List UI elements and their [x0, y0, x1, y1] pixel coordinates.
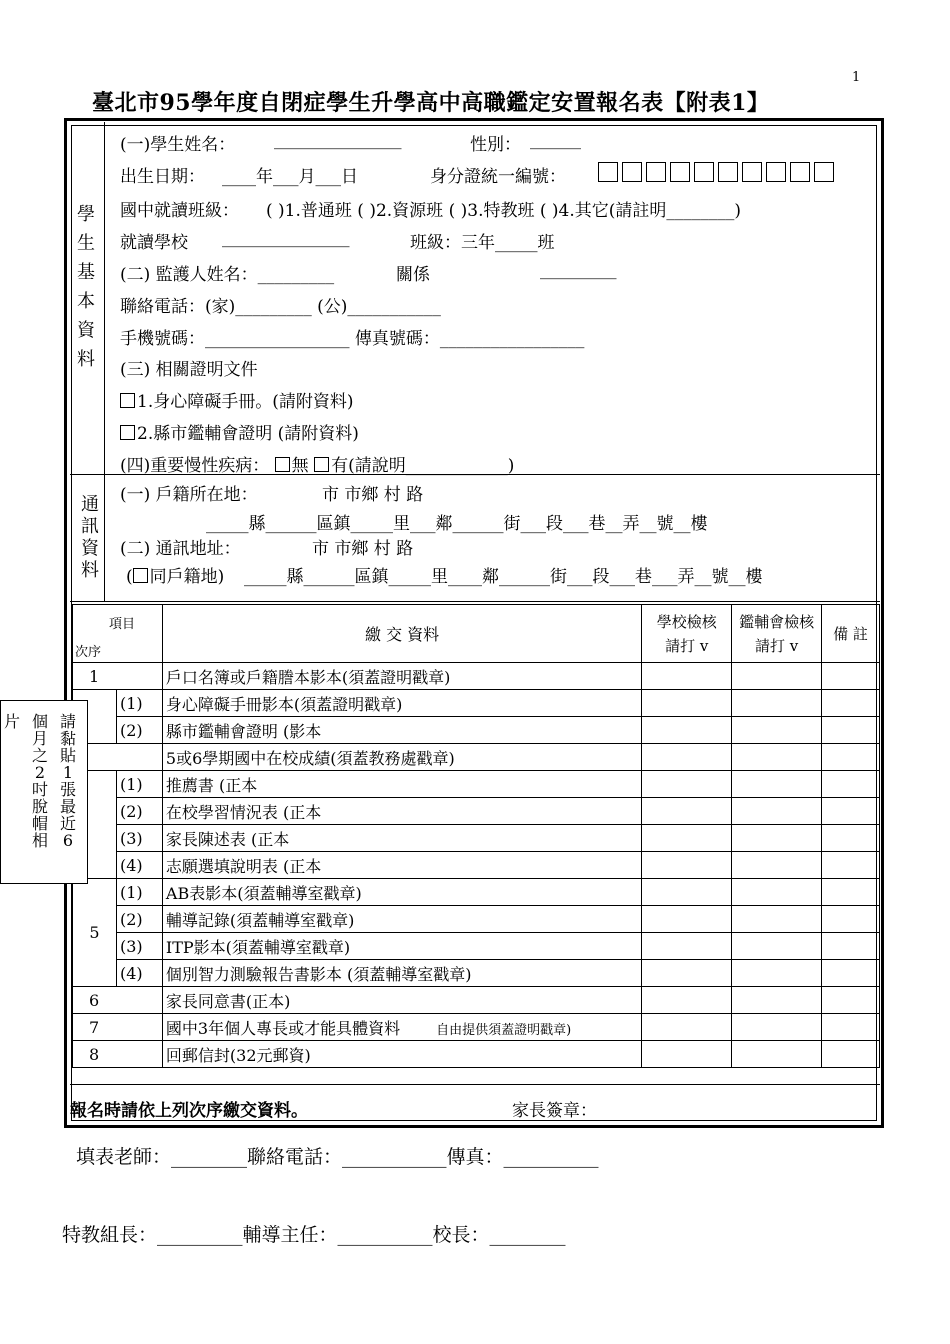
table-row: 1 戶口名簿或戶籍謄本影本(須蓋證明戳章): [73, 663, 880, 690]
table-row: 5或6學期國中在校成績(須蓋教務處戳章): [73, 744, 880, 771]
doc2-checkbox[interactable]: 2.縣市鑑輔會證明 (請附資料): [120, 419, 359, 444]
birth-label: 出生日期：: [120, 167, 205, 187]
table-row: (4) 個別智力測驗報告書影本 (須蓋輔導室戳章): [73, 960, 880, 987]
teacher-signature-line[interactable]: 填表老師：________聯絡電話：___________傳真：__________: [76, 1146, 599, 1168]
school-field[interactable]: _______________: [222, 228, 350, 248]
label-column-divider: [104, 122, 105, 602]
footer-divider: [70, 1084, 880, 1085]
section-divider-contact: [70, 601, 880, 602]
class-type-label: 國中就讀班級：: [120, 201, 239, 221]
table-row: 7 國中3年個人專長或才能具體資料 自由提供須蓋證明戳章): [73, 1014, 880, 1041]
relation-label: 關係: [396, 265, 430, 285]
table-row: (1) 身心障礙手冊影本(須蓋證明戳章): [73, 690, 880, 717]
id-boxes[interactable]: [598, 162, 838, 184]
parent-signature-label[interactable]: 家長簽章：: [512, 1101, 597, 1121]
class-type-options[interactable]: ( )1.普通班 ( )2.資源班 ( )3.特教班 ( )4.其它(請註明________): [266, 201, 742, 221]
student-name-label: (一)學生姓名：: [120, 135, 236, 155]
header-data: 繳 交 資料: [162, 605, 641, 663]
student-section-label: 學 生 基 本 資 料: [77, 204, 95, 370]
header-note: 備 註: [822, 605, 880, 663]
mail-line2[interactable]: _____縣______區鎮_____里____鄰______街___段___巷___弄__號__樓: [244, 567, 763, 587]
table-row: (2) 輔導記錄(須蓋輔導室戳章): [73, 906, 880, 933]
grade-field[interactable]: 班級：三年_____班: [410, 233, 555, 253]
header-item-order: 項目 次序: [73, 605, 163, 663]
table-row: (3) 家長陳述表 (正本: [73, 825, 880, 852]
household-line1[interactable]: 市 市鄉 村 路: [322, 485, 424, 505]
table-row: (4) 志願選填說明表 (正本: [73, 852, 880, 879]
mail-same-checkbox[interactable]: ( 同戶籍地): [126, 567, 225, 587]
chronic-row: (四)重要慢性疾病： 無 有(請說明____________): [120, 456, 515, 476]
table-row: (2) 縣市鑑輔會證明 (影本: [73, 717, 880, 744]
chronic-yes-checkbox[interactable]: 有(請說明____________): [314, 456, 514, 476]
docs-title: (三) 相關證明文件: [120, 360, 258, 380]
header-school-check: 學校檢核 請打 v: [642, 605, 732, 663]
header-committee-check: 鑑輔會檢核 請打 v: [732, 605, 822, 663]
table-row: 5 (1) AB表影本(須蓋輔導室戳章): [73, 879, 880, 906]
household-label: (一) 戶籍所在地：: [120, 485, 258, 505]
relation-field[interactable]: _________: [540, 260, 617, 280]
chronic-none-checkbox[interactable]: 無: [275, 456, 309, 476]
mobile-fax-fields[interactable]: 手機號碼：_________________ 傳真號碼：_________________: [120, 329, 585, 349]
contact-section-label: 通 訊 資 料: [81, 494, 99, 581]
gender-label: 性別：: [470, 135, 521, 155]
page-number: 1: [852, 70, 861, 85]
doc1-checkbox[interactable]: 1.身心障礙手冊。(請附資料): [120, 387, 353, 412]
table-row: (2) 在校學習情況表 (正本: [73, 798, 880, 825]
table-row: (3) ITP影本(須蓋輔導室戳章): [73, 933, 880, 960]
section-divider-label: [70, 474, 105, 475]
household-line2[interactable]: _____縣______區鎮_____里___鄰______街___段___巷__弄__號__樓: [206, 514, 708, 534]
mail-line1[interactable]: 市 市鄉 村 路: [312, 539, 414, 559]
mail-label: (二) 通訊地址：: [120, 539, 241, 559]
gender-field[interactable]: ______: [530, 130, 581, 150]
footer-instruction: 報名時請依上列次序繳交資料。: [70, 1101, 308, 1121]
student-name-field[interactable]: _______________: [274, 130, 402, 150]
school-label: 就讀學校: [120, 233, 188, 253]
table-row: (1) 推薦書 (正本: [73, 771, 880, 798]
table-header: [73, 605, 880, 663]
row7-note: 自由提供須蓋證明戳章): [436, 1022, 572, 1038]
phone-fields[interactable]: 聯絡電話：(家)_________ (公)___________: [120, 297, 441, 317]
submission-table: [72, 604, 880, 1068]
table-row: 8 回郵信封(32元郵資): [73, 1041, 880, 1068]
photo-placeholder[interactable]: 請 黏 貼 1 張 最 近 6 個 月 之 2 吋 脫 帽 相 片: [0, 700, 88, 884]
supervisor-signature-line[interactable]: 特教組長：_________輔導主任：__________校長：________: [62, 1224, 566, 1246]
table-row: 6 家長同意書(正本): [73, 987, 880, 1014]
id-label: 身分證統一編號：: [430, 167, 566, 187]
guardian-field[interactable]: (二) 監護人姓名：_________: [120, 265, 335, 285]
form-title: 臺北市95學年度自閉症學生升學高中高職鑑定安置報名表【附表1】: [92, 90, 770, 116]
birth-field[interactable]: ____年___月___日: [222, 167, 358, 187]
